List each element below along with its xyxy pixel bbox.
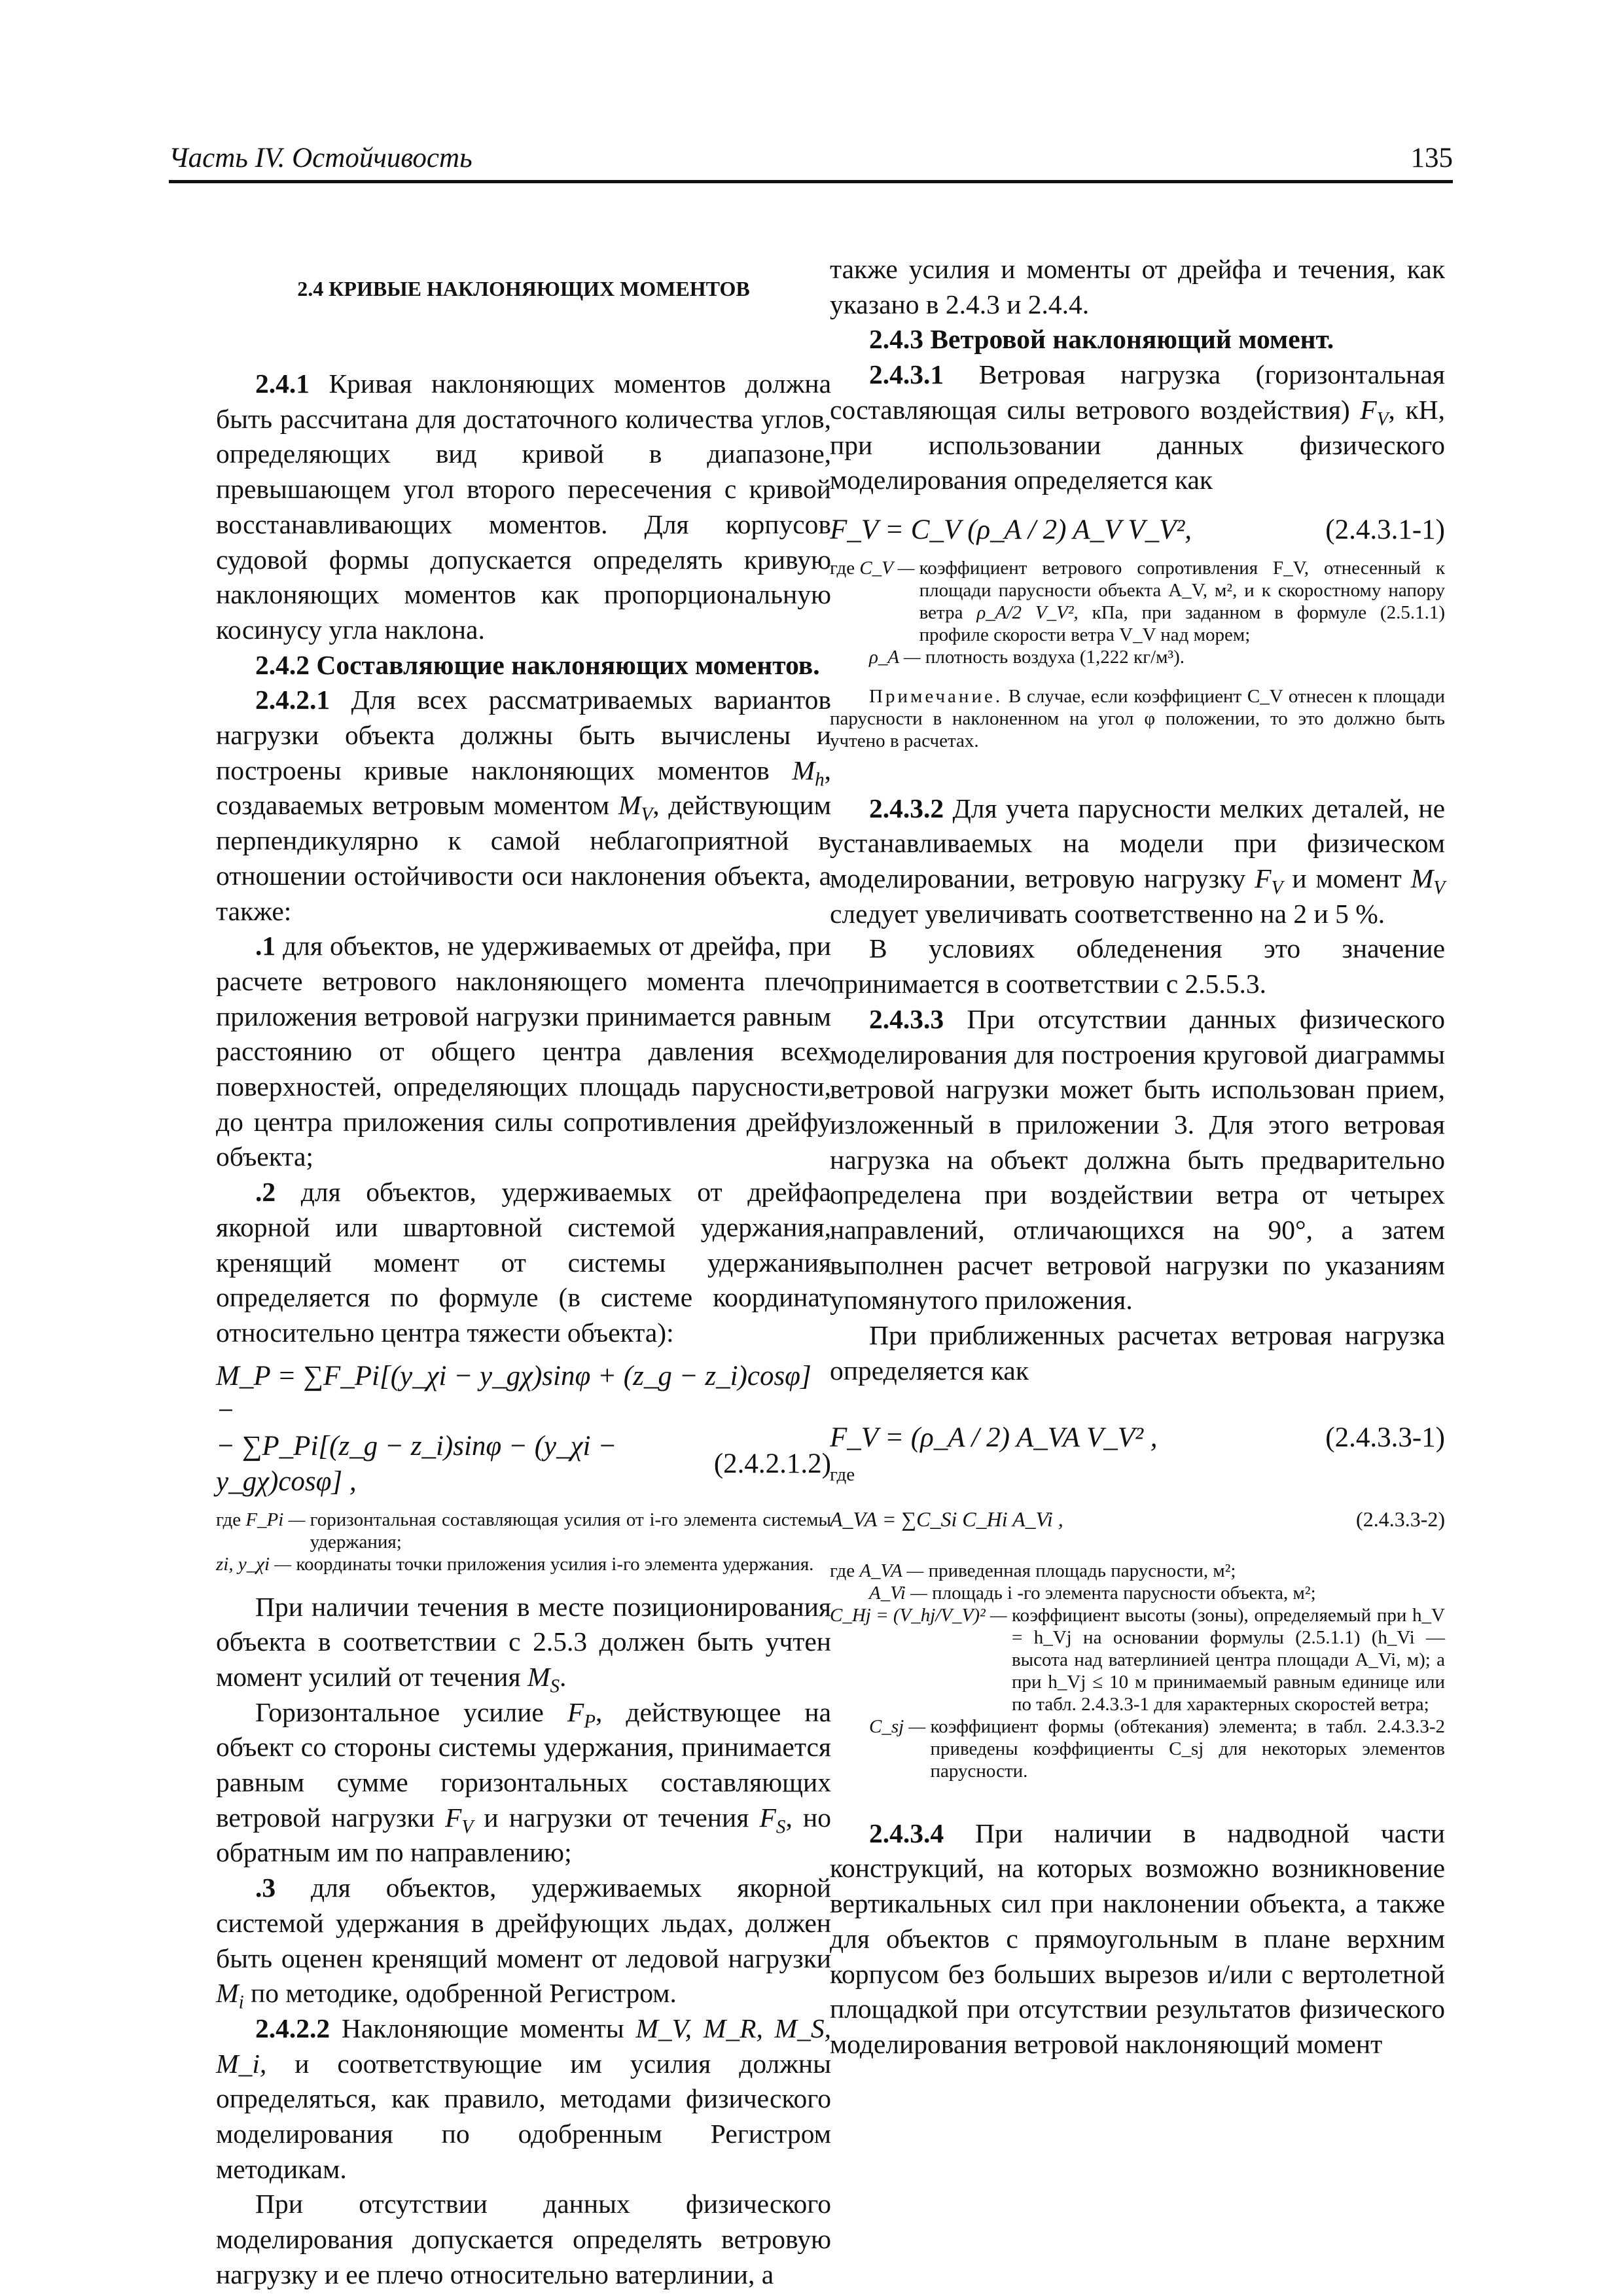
paragraph-horizontal-force: Горизонтальное усилие $F_P$, действующее на объект со стороны системы удержания, принимается равным сумме горизонтальных составляющих ветровой нагрузки $F_V$ и нагрузки от течения $F_S$, но обратным им по направлению; [216, 1696, 832, 1868]
formula-2-4-2-1-2: M_P = ∑F_Pi[(y_χi − y_gχ)sinφ + (z_g − z_i)cosφ] − − ∑P_Pi[(z_g − z_i)sinφ − (y_χi − y_gχ)cosφ] , (2.4.2.1.2) [216, 1360, 831, 1497]
paragraph-continued: также усилия и моменты от дрейфа и течения, как указано в 2.4.3 и 2.4.4. [830, 254, 1445, 319]
formula-2-4-3-3-1: F_V = (ρ_A / 2) A_VA V_V² , (2.4.3.3-1) [830, 1422, 1445, 1453]
paragraph-2-4-2-1: 2.4.2.1 Для всех рассматриваемых вариантов нагрузки объекта должны быть вычислены и построены кривые наклоняющих моментов $M_h$, создаваемых ветровым моментом $M_V$, действующим перпендикулярно к самой неблагоприятной в отношении остойчивости оси наклонения объекта, а также: [216, 685, 832, 926]
formula-2-4-3-3-2: A_VA = ∑C_Si C_Hi A_Vi , (2.4.3.3-2) [830, 1507, 1445, 1531]
formula-2-4-3-1-1: F_V = C_V (ρ_A / 2) A_V V_V², (2.4.3.1-1) [830, 514, 1445, 545]
paragraph-2-4-3-3: 2.4.3.3 При отсутствии данных физического моделирования для построения круговой диаграммы ветровой нагрузки может быть использован прием, изложенный в приложении 3. Для этого ветровая нагрузка на объект должна быть предварительно определена при воздействии ветра от четырех направлений, отличающихся на 90°, а затем выполнен расчет ветровой нагрузки по указаниям упомянутого приложения. [830, 1003, 1445, 1316]
formula-legend-2: где C_V — коэффициент ветрового сопротивления F_V, отнесенный к площади парусности объекта A_V, м², и к скоростному напору ветра ρ_A/2 V_V², кПа, при заданном в формуле (2.5.1.1) профиле скорости ветра V_V над морем; ρ_A — плотность воздуха (1,222 кг/м³). [830, 557, 1446, 668]
paragraph-absence: При отсутствии данных физического моделирования допускается определять ветровую нагрузку и ее плечо относительно ватерлинии, а [216, 2189, 831, 2289]
paragraph-current: При наличии течения в месте позиционирования объекта в соответствии с 2.5.3 должен быть учтен момент усилий от течения $M_S$. [216, 1591, 831, 1697]
heading-2-4-2: 2.4.2 Составляющие наклоняющих моментов. [255, 649, 820, 680]
page-number: 135 [1410, 143, 1453, 173]
paragraph-2-4-1: 2.4.1 Кривая наклоняющих моментов должна быть рассчитана для достаточного количества углов, определяющих вид кривой в диапазоне, превышающем угол второго пересечения с кривой восстанавливающих моментов. Для корпусов судовой формы допускается определять кривую наклоняющих моментов как пропорциональную косинусу угла наклона. [216, 368, 832, 645]
formula-legend-3: где A_VA — приведенная площадь парусности, м²; A_Vi — площадь i -го элемента парусности объекта, м²; C_Hj = (V_hj/V_V)² — коэффициент высоты (зоны), определяемый при h_V = h_Vj на основании формулы (2.5.1.1) (h_Vi — высота над ватерлинией центра площади A_Vi, м); а при h_Vj ≤ 10 м принимаемый равным единице или по табл. 2.4.3.3-1 для характерных скоростей ветра; C_sj — коэффициент формы (обтекания) элемента; в табл. 2.4.3.3-2 приведены коэффициенты C_sj для некоторых элементов парусности. [830, 1560, 1445, 1782]
heading-2-4-3: 2.4.3 Ветровой наклоняющий момент. [869, 324, 1334, 355]
paragraph-2-4-3-1: 2.4.3.1 Ветровая нагрузка (горизонтальная составляющая силы ветрового воздействия) $F_V$, кН, при использовании данных физического моделирования определяется как [830, 359, 1446, 495]
paragraph-approx: При приближенных расчетах ветровая нагрузка определяется как [830, 1320, 1445, 1386]
right-column [830, 252, 1445, 2062]
where-label: где [830, 1464, 855, 1486]
list-item-1: .1 для объектов, не удерживаемых от дрейфа, при расчете ветрового наклоняющего момента плечо приложения ветровой нагрузки принимается равным расстоянию от общего центра давления всех поверхностей, определяющих площадь парусности, до центра приложения силы сопротивления дрейфу объекта; [216, 931, 832, 1172]
note: Примечание. В случае, если коэффициент C_V отнесен к площади парусности в наклоненном на угол φ положении, то это должно быть учтено в расчетах. [830, 685, 1446, 751]
header-title: Часть IV. Остойчивость [169, 143, 473, 173]
running-header [169, 141, 1453, 183]
list-item-2: .2 для объектов, удерживаемых от дрейфа якорной или швартовной системой удержания, кренящий момент от системы удержания определяется по формуле (в системе координат относительно центра тяжести объекта): [216, 1177, 831, 1348]
formula-legend-1: где F_Pi — горизонтальная составляющая усилия от i-го элемента системы удержания; zi, y_χi — координаты точки приложения усилия i-го элемента удержания. [216, 1509, 831, 1575]
left-column [216, 252, 831, 2293]
paragraph-2-4-3-4: 2.4.3.4 При наличии в надводной части конструкций, на которых возможно возникновение вертикальных сил при наклонении объекта, а также для объектов с прямоугольным в плане верхним корпусом без больших вырезов и/или с вертолетной площадкой при отсутствии результатов физического моделирования ветровой наклоняющий момент [830, 1818, 1445, 2059]
paragraph-icing: В условиях обледенения это значение принимается в соответствии с 2.5.5.3. [830, 933, 1445, 999]
list-item-3: .3 для объектов, удерживаемых якорной системой удержания в дрейфующих льдах, должен быть оценен кренящий момент от ледовой нагрузки $M_i$ по методике, одобренной Регистром. [216, 1873, 831, 2013]
paragraph-2-4-3-2: 2.4.3.2 Для учета парусности мелких деталей, не устанавливаемых на модели при физическом моделировании, ветровую нагрузку $F_V$ и момент $M_V$ следует увеличивать соответственно на 2 и 5 %. [830, 793, 1446, 929]
paragraph-2-4-2-2: 2.4.2.2 Наклоняющие моменты M_V, M_R, M_S, M_i, и соответствующие им усилия должны определяться, как правило, методами физического моделирования по одобренным Регистром методикам. [216, 2013, 832, 2184]
section-title: 2.4 КРИВЫЕ НАКЛОНЯЮЩИХ МОМЕНТОВ [297, 277, 750, 300]
